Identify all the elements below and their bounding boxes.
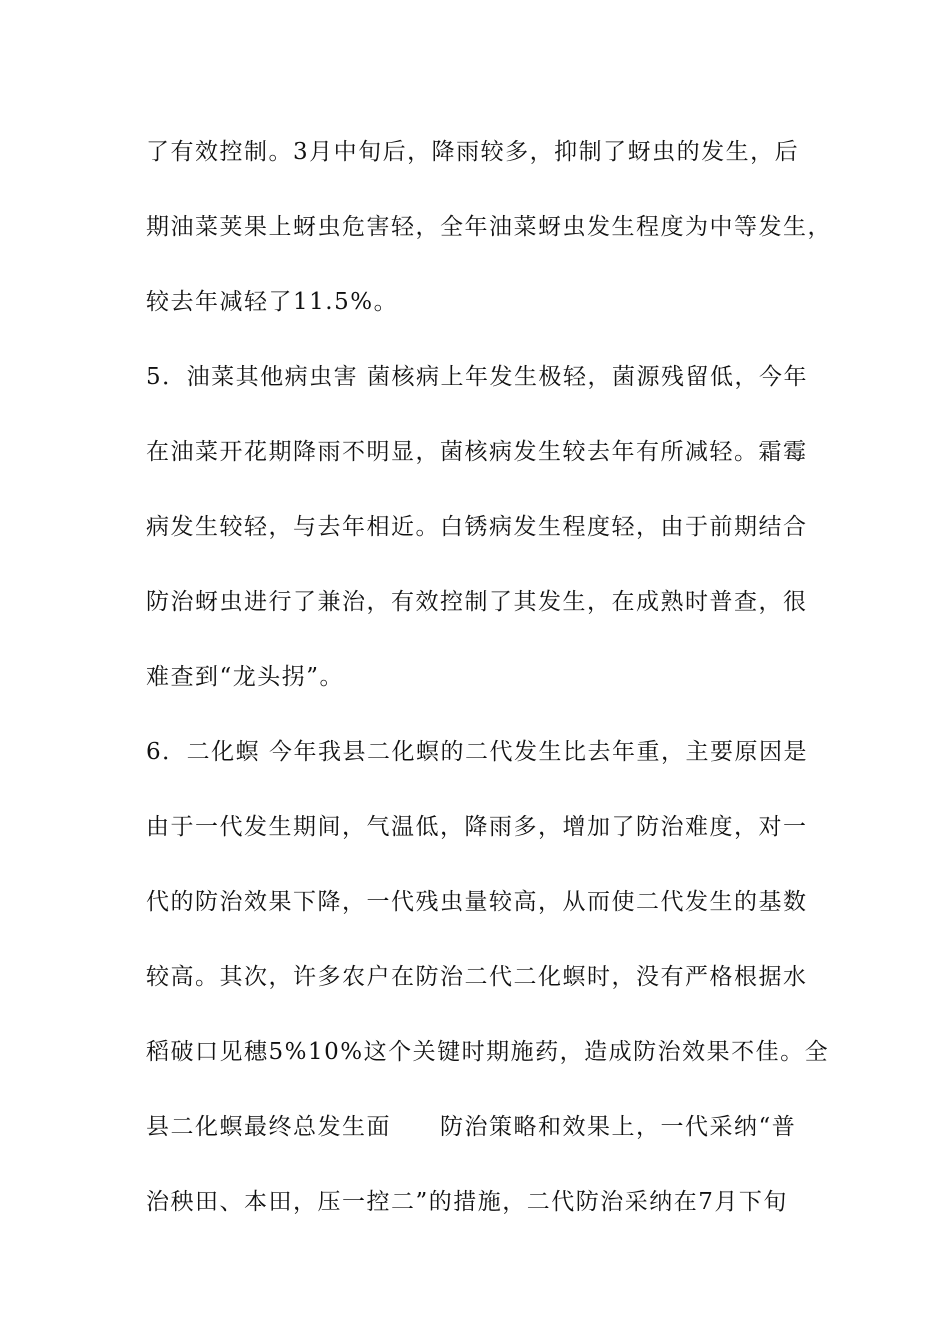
text-line: 防治蚜虫进行了兼治，有效控制了其发生，在成熟时普查，很 (146, 589, 808, 615)
text-line: 县二化螟最终总发生面 防治策略和效果上，一代采纳“普 (146, 1114, 797, 1140)
text-line: 期油菜荚果上蚜虫危害轻，全年油菜蚜虫发生程度为中等发生， (146, 214, 832, 240)
text-line: 代的防治效果下降，一代残虫量较高，从而使二代发生的基数 (146, 889, 808, 915)
text-line: 稻破口见穗5%10%这个关键时期施药，造成防治效果不佳。全 (146, 1039, 830, 1065)
text-line: 病发生较轻，与去年相近。白锈病发生程度轻，由于前期结合 (146, 514, 808, 540)
text-line: 5．油菜其他病虫害 菌核病上年发生极轻，菌源残留低，今年 (146, 364, 808, 390)
text-line: 较去年减轻了11.5%。 (146, 289, 399, 315)
text-line: 由于一代发生期间，气温低，降雨多，增加了防治难度，对一 (146, 814, 808, 840)
text-line: 6．二化螟 今年我县二化螟的二代发生比去年重，主要原因是 (146, 739, 808, 765)
text-line: 难查到“龙头拐”。 (146, 664, 345, 690)
text-line: 治秧田、本田，压一控二”的措施，二代防治采纳在7月下旬 (146, 1189, 788, 1215)
text-line: 在油菜开花期降雨不明显，菌核病发生较去年有所减轻。霜霉 (146, 439, 808, 465)
text-line: 了有效控制。3月中旬后，降雨较多，抑制了蚜虫的发生，后 (146, 139, 800, 165)
text-line: 较高。其次，许多农户在防治二代二化螟时，没有严格根据水 (146, 964, 808, 990)
